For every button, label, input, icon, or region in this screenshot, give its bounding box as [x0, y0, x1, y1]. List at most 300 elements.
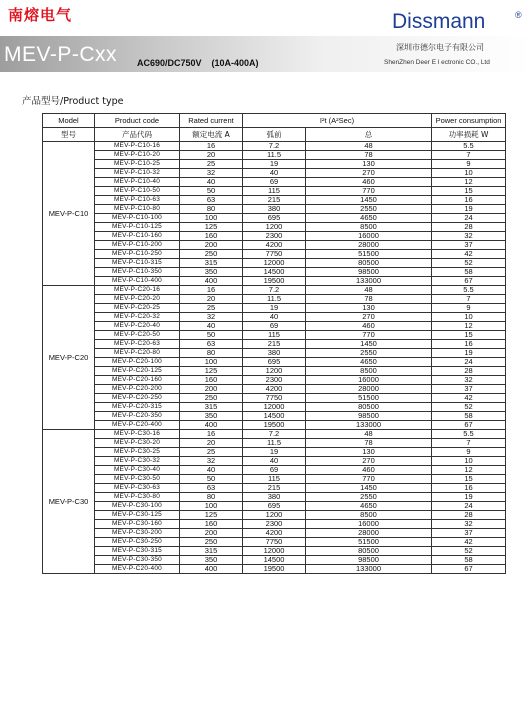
table-row	[43, 376, 506, 385]
power-consumption-cell: 32	[432, 520, 506, 529]
i2t-total-cell: 16000	[306, 376, 432, 385]
i2t-pre-arc-cell: 1200	[243, 511, 306, 520]
rated-current-cell: 125	[180, 223, 243, 232]
power-consumption-cell: 32	[432, 232, 506, 241]
header-code-cn: 产品代码	[95, 128, 180, 142]
power-consumption-cell: 16	[432, 484, 506, 493]
product-code-cell: MEV-P-C30-200	[95, 529, 180, 538]
i2t-pre-arc-cell: 11.5	[243, 439, 306, 448]
power-consumption-cell: 24	[432, 502, 506, 511]
i2t-pre-arc-cell: 215	[243, 340, 306, 349]
table-row	[43, 169, 506, 178]
i2t-pre-arc-cell: 19	[243, 448, 306, 457]
table-row	[43, 538, 506, 547]
power-consumption-cell: 32	[432, 376, 506, 385]
product-code-cell: MEV-P-C30-80	[95, 493, 180, 502]
product-code-cell: MEV-P-C30-315	[95, 547, 180, 556]
i2t-pre-arc-cell: 7.2	[243, 430, 306, 439]
table-row	[43, 367, 506, 376]
i2t-total-cell: 28000	[306, 241, 432, 250]
rated-current-cell: 25	[180, 160, 243, 169]
i2t-total-cell: 2550	[306, 493, 432, 502]
rated-current-cell: 400	[180, 421, 243, 430]
i2t-total-cell: 460	[306, 178, 432, 187]
table-row	[43, 340, 506, 349]
i2t-total-cell: 1450	[306, 196, 432, 205]
rated-current-cell: 25	[180, 448, 243, 457]
i2t-pre-arc-cell: 215	[243, 484, 306, 493]
header-power-en: Power consumption	[432, 114, 506, 128]
rated-current-cell: 250	[180, 250, 243, 259]
rated-current-cell: 400	[180, 565, 243, 574]
i2t-total-cell: 133000	[306, 421, 432, 430]
model-group-cell: MEV-P-C20	[43, 286, 95, 430]
product-code-cell: MEV-P-C10-20	[95, 151, 180, 160]
i2t-pre-arc-cell: 695	[243, 214, 306, 223]
power-consumption-cell: 15	[432, 187, 506, 196]
i2t-pre-arc-cell: 19500	[243, 565, 306, 574]
rated-current-cell: 32	[180, 313, 243, 322]
i2t-total-cell: 8500	[306, 223, 432, 232]
rated-current-cell: 350	[180, 556, 243, 565]
rated-current-cell: 100	[180, 502, 243, 511]
table-row	[43, 520, 506, 529]
rated-current-cell: 100	[180, 358, 243, 367]
rated-current-cell: 80	[180, 493, 243, 502]
i2t-total-cell: 98500	[306, 268, 432, 277]
i2t-total-cell: 130	[306, 160, 432, 169]
power-consumption-cell: 12	[432, 178, 506, 187]
table-row	[43, 493, 506, 502]
i2t-total-cell: 130	[306, 448, 432, 457]
table-row	[43, 286, 506, 295]
product-code-cell: MEV-P-C20-160	[95, 376, 180, 385]
i2t-pre-arc-cell: 14500	[243, 412, 306, 421]
i2t-total-cell: 80500	[306, 403, 432, 412]
product-code-cell: MEV-P-C30-20	[95, 439, 180, 448]
table-row	[43, 448, 506, 457]
header-i2t-total: 总	[306, 128, 432, 142]
i2t-total-cell: 48	[306, 430, 432, 439]
table-row	[43, 457, 506, 466]
i2t-total-cell: 133000	[306, 277, 432, 286]
table-row	[43, 466, 506, 475]
i2t-pre-arc-cell: 40	[243, 457, 306, 466]
i2t-pre-arc-cell: 115	[243, 187, 306, 196]
i2t-pre-arc-cell: 2300	[243, 376, 306, 385]
table-row	[43, 331, 506, 340]
power-consumption-cell: 52	[432, 259, 506, 268]
series-title: MEV-P-Cxx	[4, 43, 118, 66]
i2t-total-cell: 51500	[306, 250, 432, 259]
header-current-cn: 额定电流 A	[180, 128, 243, 142]
i2t-total-cell: 28000	[306, 385, 432, 394]
i2t-pre-arc-cell: 19	[243, 160, 306, 169]
rating-label: AC690/DC750V (10A-400A)	[137, 58, 259, 68]
power-consumption-cell: 9	[432, 160, 506, 169]
product-code-cell: MEV-P-C20-125	[95, 367, 180, 376]
rated-current-cell: 350	[180, 412, 243, 421]
table-row	[43, 151, 506, 160]
power-consumption-cell: 12	[432, 466, 506, 475]
i2t-pre-arc-cell: 12000	[243, 403, 306, 412]
i2t-total-cell: 770	[306, 475, 432, 484]
product-code-cell: MEV-P-C30-350	[95, 556, 180, 565]
product-code-cell: MEV-P-C10-200	[95, 241, 180, 250]
power-consumption-cell: 58	[432, 268, 506, 277]
table-row	[43, 439, 506, 448]
product-code-cell: MEV-P-C20-100	[95, 358, 180, 367]
i2t-total-cell: 78	[306, 151, 432, 160]
power-consumption-cell: 28	[432, 223, 506, 232]
i2t-pre-arc-cell: 215	[243, 196, 306, 205]
i2t-total-cell: 8500	[306, 511, 432, 520]
rated-current-cell: 125	[180, 511, 243, 520]
power-consumption-cell: 19	[432, 349, 506, 358]
table-row	[43, 268, 506, 277]
i2t-pre-arc-cell: 69	[243, 466, 306, 475]
rated-current-cell: 250	[180, 394, 243, 403]
power-consumption-cell: 9	[432, 448, 506, 457]
table-row	[43, 421, 506, 430]
i2t-total-cell: 48	[306, 142, 432, 151]
product-code-cell: MEV-P-C30-50	[95, 475, 180, 484]
i2t-total-cell: 4650	[306, 214, 432, 223]
rated-current-cell: 160	[180, 376, 243, 385]
i2t-total-cell: 28000	[306, 529, 432, 538]
i2t-pre-arc-cell: 380	[243, 349, 306, 358]
table-row	[43, 160, 506, 169]
i2t-total-cell: 270	[306, 169, 432, 178]
i2t-pre-arc-cell: 19500	[243, 421, 306, 430]
rated-current-cell: 315	[180, 403, 243, 412]
i2t-pre-arc-cell: 7750	[243, 538, 306, 547]
i2t-pre-arc-cell: 12000	[243, 259, 306, 268]
product-code-cell: MEV-P-C20-200	[95, 385, 180, 394]
i2t-pre-arc-cell: 14500	[243, 556, 306, 565]
i2t-pre-arc-cell: 1200	[243, 367, 306, 376]
product-code-cell: MEV-P-C20-20	[95, 295, 180, 304]
rated-current-cell: 32	[180, 169, 243, 178]
i2t-pre-arc-cell: 69	[243, 178, 306, 187]
rated-current-cell: 350	[180, 268, 243, 277]
product-code-cell: MEV-P-C30-63	[95, 484, 180, 493]
i2t-pre-arc-cell: 19500	[243, 277, 306, 286]
table-row	[43, 403, 506, 412]
product-code-cell: MEV-P-C20-315	[95, 403, 180, 412]
i2t-total-cell: 270	[306, 313, 432, 322]
rated-current-cell: 160	[180, 520, 243, 529]
i2t-total-cell: 51500	[306, 538, 432, 547]
product-code-cell: MEV-P-C10-80	[95, 205, 180, 214]
table-row	[43, 529, 506, 538]
power-consumption-cell: 19	[432, 205, 506, 214]
company-name-cn: 深圳市德尔电子有限公司	[396, 43, 484, 52]
power-consumption-cell: 37	[432, 385, 506, 394]
rated-current-cell: 160	[180, 232, 243, 241]
product-code-cell: MEV-P-C10-160	[95, 232, 180, 241]
page-header	[0, 0, 532, 80]
power-consumption-cell: 7	[432, 439, 506, 448]
product-code-cell: MEV-P-C20-40	[95, 322, 180, 331]
rated-current-cell: 20	[180, 439, 243, 448]
table-row	[43, 547, 506, 556]
section-title: 产品型号/Product type	[22, 96, 124, 107]
i2t-pre-arc-cell: 40	[243, 169, 306, 178]
table-row	[43, 502, 506, 511]
i2t-pre-arc-cell: 2300	[243, 520, 306, 529]
rated-current-cell: 40	[180, 322, 243, 331]
table-row	[43, 556, 506, 565]
i2t-pre-arc-cell: 40	[243, 313, 306, 322]
i2t-total-cell: 98500	[306, 556, 432, 565]
i2t-total-cell: 770	[306, 187, 432, 196]
product-code-cell: MEV-P-C10-100	[95, 214, 180, 223]
table-row	[43, 322, 506, 331]
i2t-pre-arc-cell: 7.2	[243, 286, 306, 295]
product-code-cell: MEV-P-C30-250	[95, 538, 180, 547]
i2t-total-cell: 4650	[306, 502, 432, 511]
table-row	[43, 232, 506, 241]
i2t-pre-arc-cell: 11.5	[243, 151, 306, 160]
product-code-cell: MEV-P-C10-16	[95, 142, 180, 151]
product-code-cell: MEV-P-C10-50	[95, 187, 180, 196]
product-code-cell: MEV-P-C10-63	[95, 196, 180, 205]
power-consumption-cell: 42	[432, 394, 506, 403]
header-i2t-pre: 弧前	[243, 128, 306, 142]
i2t-total-cell: 51500	[306, 394, 432, 403]
power-consumption-cell: 37	[432, 529, 506, 538]
i2t-total-cell: 8500	[306, 367, 432, 376]
power-consumption-cell: 28	[432, 367, 506, 376]
power-consumption-cell: 15	[432, 475, 506, 484]
i2t-total-cell: 2550	[306, 205, 432, 214]
i2t-total-cell: 130	[306, 304, 432, 313]
table-row	[43, 484, 506, 493]
power-consumption-cell: 16	[432, 196, 506, 205]
table-row	[43, 313, 506, 322]
power-consumption-cell: 37	[432, 241, 506, 250]
table-row	[43, 259, 506, 268]
header-model-cn: 型号	[43, 128, 95, 142]
table-body	[43, 142, 506, 574]
i2t-pre-arc-cell: 380	[243, 205, 306, 214]
product-code-cell: MEV-P-C10-40	[95, 178, 180, 187]
rated-current-cell: 32	[180, 457, 243, 466]
table-row	[43, 430, 506, 439]
i2t-total-cell: 78	[306, 439, 432, 448]
rated-current-cell: 20	[180, 151, 243, 160]
rated-current-cell: 20	[180, 295, 243, 304]
i2t-total-cell: 4650	[306, 358, 432, 367]
product-code-cell: MEV-P-C10-25	[95, 160, 180, 169]
header-current-en: Rated current	[180, 114, 243, 128]
rated-current-cell: 63	[180, 340, 243, 349]
i2t-total-cell: 1450	[306, 484, 432, 493]
model-group-cell: MEV-P-C10	[43, 142, 95, 286]
product-code-cell: MEV-P-C10-350	[95, 268, 180, 277]
product-code-cell: MEV-P-C20-63	[95, 340, 180, 349]
product-code-cell: MEV-P-C20-400	[95, 565, 180, 574]
table-row	[43, 277, 506, 286]
rated-current-cell: 63	[180, 484, 243, 493]
rated-current-cell: 40	[180, 178, 243, 187]
i2t-pre-arc-cell: 115	[243, 475, 306, 484]
rated-current-cell: 125	[180, 367, 243, 376]
rated-current-cell: 40	[180, 466, 243, 475]
i2t-pre-arc-cell: 695	[243, 358, 306, 367]
table-row	[43, 565, 506, 574]
product-code-cell: MEV-P-C30-40	[95, 466, 180, 475]
rated-current-cell: 16	[180, 430, 243, 439]
product-spec-table	[42, 113, 506, 574]
power-consumption-cell: 15	[432, 331, 506, 340]
i2t-pre-arc-cell: 7.2	[243, 142, 306, 151]
table-row	[43, 412, 506, 421]
product-code-cell: MEV-P-C30-160	[95, 520, 180, 529]
table-row	[43, 349, 506, 358]
rated-current-cell: 50	[180, 331, 243, 340]
i2t-total-cell: 2550	[306, 349, 432, 358]
product-code-cell: MEV-P-C20-80	[95, 349, 180, 358]
rated-current-cell: 315	[180, 547, 243, 556]
rated-current-cell: 315	[180, 259, 243, 268]
product-code-cell: MEV-P-C20-350	[95, 412, 180, 421]
table-row	[43, 511, 506, 520]
power-consumption-cell: 67	[432, 277, 506, 286]
i2t-total-cell: 78	[306, 295, 432, 304]
rated-current-cell: 50	[180, 187, 243, 196]
rated-current-cell: 200	[180, 241, 243, 250]
product-code-cell: MEV-P-C20-25	[95, 304, 180, 313]
rated-current-cell: 80	[180, 349, 243, 358]
table-row	[43, 178, 506, 187]
rated-current-cell: 250	[180, 538, 243, 547]
power-consumption-cell: 10	[432, 313, 506, 322]
i2t-pre-arc-cell: 4200	[243, 529, 306, 538]
table-row	[43, 394, 506, 403]
i2t-total-cell: 460	[306, 322, 432, 331]
power-consumption-cell: 52	[432, 403, 506, 412]
power-consumption-cell: 67	[432, 421, 506, 430]
power-consumption-cell: 52	[432, 547, 506, 556]
rated-current-cell: 16	[180, 142, 243, 151]
brand-logo: Dissmann	[392, 10, 486, 33]
i2t-pre-arc-cell: 4200	[243, 241, 306, 250]
product-code-cell: MEV-P-C10-250	[95, 250, 180, 259]
i2t-total-cell: 270	[306, 457, 432, 466]
table-row	[43, 385, 506, 394]
power-consumption-cell: 9	[432, 304, 506, 313]
rated-current-cell: 400	[180, 277, 243, 286]
i2t-total-cell: 80500	[306, 547, 432, 556]
product-code-cell: MEV-P-C10-400	[95, 277, 180, 286]
product-code-cell: MEV-P-C30-100	[95, 502, 180, 511]
product-code-cell: MEV-P-C30-16	[95, 430, 180, 439]
company-name-en: ShenZhen Deer E l ectronic CO., Ltd	[384, 59, 490, 66]
i2t-pre-arc-cell: 695	[243, 502, 306, 511]
i2t-pre-arc-cell: 115	[243, 331, 306, 340]
rated-current-cell: 100	[180, 214, 243, 223]
power-consumption-cell: 28	[432, 511, 506, 520]
power-consumption-cell: 24	[432, 358, 506, 367]
i2t-pre-arc-cell: 19	[243, 304, 306, 313]
i2t-total-cell: 770	[306, 331, 432, 340]
company-cn-title: 南熔电气	[8, 6, 73, 24]
table-row	[43, 358, 506, 367]
power-consumption-cell: 5.5	[432, 142, 506, 151]
model-group-cell: MEV-P-C30	[43, 430, 95, 574]
table-row	[43, 223, 506, 232]
product-code-cell: MEV-P-C20-16	[95, 286, 180, 295]
power-consumption-cell: 7	[432, 295, 506, 304]
power-consumption-cell: 24	[432, 214, 506, 223]
i2t-pre-arc-cell: 14500	[243, 268, 306, 277]
i2t-pre-arc-cell: 7750	[243, 394, 306, 403]
table-row	[43, 304, 506, 313]
i2t-total-cell: 1450	[306, 340, 432, 349]
table-row	[43, 241, 506, 250]
table-header	[43, 114, 506, 142]
rated-current-cell: 200	[180, 385, 243, 394]
rated-current-cell: 16	[180, 286, 243, 295]
power-consumption-cell: 42	[432, 250, 506, 259]
power-consumption-cell: 42	[432, 538, 506, 547]
power-consumption-cell: 10	[432, 169, 506, 178]
table-row	[43, 196, 506, 205]
header-power-cn: 功率损耗 W	[432, 128, 506, 142]
product-code-cell: MEV-P-C20-32	[95, 313, 180, 322]
power-consumption-cell: 16	[432, 340, 506, 349]
registered-mark: ®	[515, 10, 522, 20]
product-code-cell: MEV-P-C10-32	[95, 169, 180, 178]
power-consumption-cell: 5.5	[432, 286, 506, 295]
i2t-total-cell: 80500	[306, 259, 432, 268]
header-i2t: I²t (A²Sec)	[243, 114, 432, 128]
rated-current-cell: 80	[180, 205, 243, 214]
product-code-cell: MEV-P-C10-125	[95, 223, 180, 232]
power-consumption-cell: 67	[432, 565, 506, 574]
product-code-cell: MEV-P-C20-50	[95, 331, 180, 340]
product-code-cell: MEV-P-C10-315	[95, 259, 180, 268]
product-code-cell: MEV-P-C20-400	[95, 421, 180, 430]
i2t-pre-arc-cell: 69	[243, 322, 306, 331]
power-consumption-cell: 10	[432, 457, 506, 466]
rated-current-cell: 200	[180, 529, 243, 538]
product-code-cell: MEV-P-C30-25	[95, 448, 180, 457]
power-consumption-cell: 7	[432, 151, 506, 160]
rated-current-cell: 50	[180, 475, 243, 484]
i2t-pre-arc-cell: 11.5	[243, 295, 306, 304]
rated-current-cell: 63	[180, 196, 243, 205]
i2t-total-cell: 98500	[306, 412, 432, 421]
table-row	[43, 142, 506, 151]
power-consumption-cell: 58	[432, 412, 506, 421]
header-model-en: Model	[43, 114, 95, 128]
table-row	[43, 295, 506, 304]
i2t-pre-arc-cell: 4200	[243, 385, 306, 394]
table-row	[43, 187, 506, 196]
rated-current-cell: 25	[180, 304, 243, 313]
i2t-pre-arc-cell: 7750	[243, 250, 306, 259]
power-consumption-cell: 12	[432, 322, 506, 331]
power-consumption-cell: 19	[432, 493, 506, 502]
table-row	[43, 205, 506, 214]
i2t-total-cell: 133000	[306, 565, 432, 574]
power-consumption-cell: 58	[432, 556, 506, 565]
product-code-cell: MEV-P-C30-125	[95, 511, 180, 520]
i2t-total-cell: 460	[306, 466, 432, 475]
